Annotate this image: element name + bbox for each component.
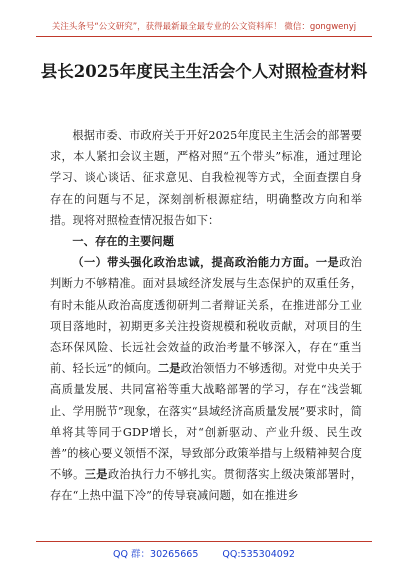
point-lead-2: 二是 (157, 361, 181, 376)
document-title: 县长2025年度民主生活会个人对照检查材料 (40, 62, 368, 81)
footer-divider (36, 541, 372, 542)
point-text-1: 政治判断力不够精准。面对县域经济发展与生态保护的双重任务，有时未能从政治高度透彻研判二者辩证关系，在推进部分工业项目落地时，初期更多关注投资规模和税收贡献，对项目的生态环保风险、长远社会效益的政治考量不够深入，存在“重当前、轻长远”的倾向。 (50, 256, 363, 376)
header-banner: 关注头条号“公文研究”，获得最新最全最专业的公文资料库！ 微信：gongwenyj (51, 22, 357, 32)
footer-qq-group: QQ 群：30265665 (113, 549, 199, 560)
point-text-3: 政治执行力不够扎实。贯彻落实上级决策部署时，存在“上热中温下冷”的传导衰减问题，如在推进乡 (50, 468, 363, 503)
document-body (50, 125, 362, 507)
point-lead-3: 三是 (84, 467, 108, 482)
section-heading: 一、存在的主要问题 (72, 235, 174, 249)
section-paragraph (50, 252, 362, 506)
header-divider (36, 36, 372, 37)
subsection-heading: （一）带头强化政治忠诚，提高政治能力方面。 (72, 255, 316, 270)
footer-qq-number: QQ:535304092 (222, 549, 295, 560)
point-text-2: 政治领悟力不够透彻。对党中央关于高质量发展、共同富裕等重大战略部署的学习，存在“浅尝辄止、学用脱节”现象，在落实“县域经济高质量发展”要求时，简单将其等同于GDP增长，对“创新驱动、产业升级、民生改善”的核心要义领悟不深，导致部分政策举措与上级精神契合度不够。 (50, 362, 362, 482)
point-lead-1: 一是 (315, 255, 340, 270)
intro-paragraph: 根据市委、市政府关于开好2025年度民主生活会的部署要求，本人紧扣会议主题，严格对照“五个带头”标准，通过理论学习、谈心谈话、征求意见、自我检视等方式，全面查摆自身存在的问题与不足，深刻剖析根源症结，明确整改方向和举措。现将对照检查情况报告如下： (50, 129, 362, 227)
footer-contact (0, 546, 408, 560)
